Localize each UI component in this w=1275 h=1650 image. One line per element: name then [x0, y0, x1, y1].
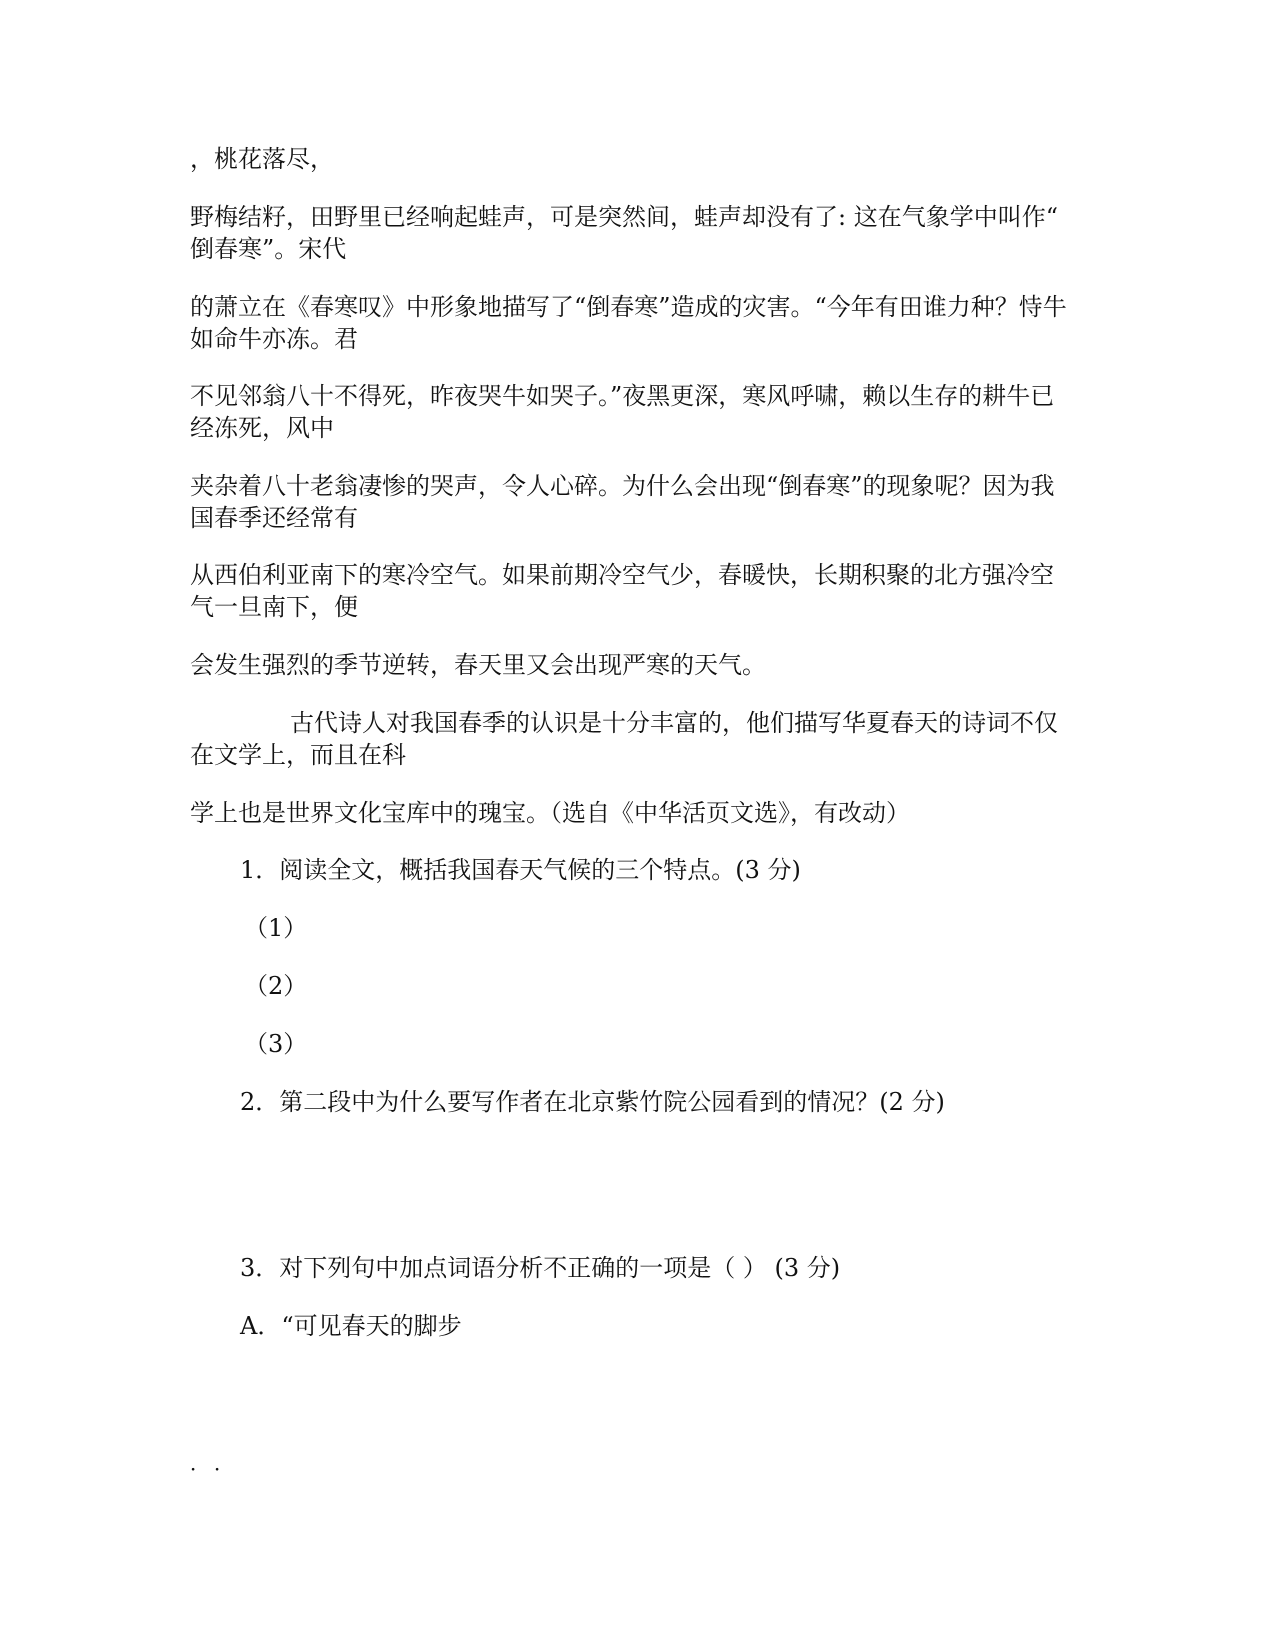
- text-line-5: 如命牛亦冻。君: [190, 325, 358, 353]
- text-line-11: 气一旦南下，便: [190, 593, 358, 621]
- question-1: 1．阅读全文，概括我国春天气候的三个特点。(3 分): [240, 856, 801, 884]
- text-line-7: 经冻死，风中: [190, 414, 334, 442]
- text-line-14: 在文学上，而且在科: [190, 741, 406, 769]
- text-line-13: 古代诗人对我国春季的认识是十分丰富的，他们描写华夏春天的诗词不仅: [290, 709, 1058, 737]
- text-line-8: 夹杂着八十老翁凄惨的哭声，令人心碎。为什么会出现“倒春寒”的现象呢？因为我: [190, 472, 1055, 500]
- text-line-3: 倒春寒”。宋代: [190, 235, 347, 263]
- footer-dots: ．．: [190, 1451, 248, 1475]
- text-line-1: ，桃花落尽，: [190, 145, 334, 173]
- question-3: 3．对下列句中加点词语分析不正确的一项是（ ） (3 分): [240, 1254, 841, 1282]
- question-3-option-a: A．“可见春天的脚步: [240, 1312, 462, 1340]
- text-line-4: 的萧立在《春寒叹》中形象地描写了“倒春寒”造成的灾害。“今年有田谁力种？恃牛: [190, 293, 1067, 321]
- text-line-10: 从西伯利亚南下的寒冷空气。如果前期冷空气少，春暖快，长期积聚的北方强冷空: [190, 561, 1054, 589]
- question-2: 2．第二段中为什么要写作者在北京紫竹院公园看到的情况？(2 分): [240, 1088, 945, 1116]
- answer-blank-3: （3）: [244, 1030, 308, 1058]
- text-line-15: 学上也是世界文化宝库中的瑰宝。（选自《中华活页文选》，有改动）: [190, 799, 910, 827]
- text-line-9: 国春季还经常有: [190, 504, 358, 532]
- answer-blank-2: （2）: [244, 972, 308, 1000]
- text-line-6: 不见邻翁八十不得死，昨夜哭牛如哭子。”夜黑更深，寒风呼啸，赖以生存的耕牛已: [190, 382, 1055, 410]
- text-line-12: 会发生强烈的季节逆转，春天里又会出现严寒的天气。: [190, 651, 766, 679]
- text-line-2: 野梅结籽，田野里已经响起蛙声，可是突然间，蛙声却没有了: 这在气象学中叫作“: [190, 203, 1058, 231]
- answer-blank-1: （1）: [244, 914, 308, 942]
